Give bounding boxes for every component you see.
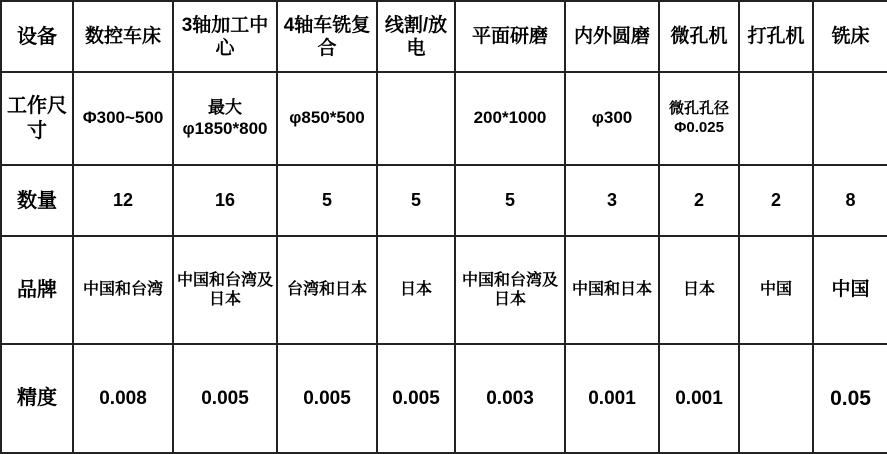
table-cell: 0.005 bbox=[277, 344, 377, 453]
table-cell: 5 bbox=[455, 165, 565, 236]
table-cell: 0.001 bbox=[659, 344, 739, 453]
table-cell: 0.003 bbox=[455, 344, 565, 453]
column-header-2: 3轴加工中心 bbox=[173, 1, 277, 72]
table-cell: 0.005 bbox=[173, 344, 277, 453]
table-cell: 日本 bbox=[377, 236, 455, 343]
table-cell: 5 bbox=[277, 165, 377, 236]
table-header-row bbox=[1, 1, 887, 72]
table-cell: 最大φ1850*800 bbox=[173, 72, 277, 165]
table-cell: 0.05 bbox=[813, 344, 887, 453]
table-cell: 2 bbox=[659, 165, 739, 236]
table-cell: 中国 bbox=[813, 236, 887, 343]
table-row-precision bbox=[1, 344, 887, 453]
table-cell: 12 bbox=[73, 165, 173, 236]
table-cell: 5 bbox=[377, 165, 455, 236]
table-cell: 中国 bbox=[739, 236, 813, 343]
column-header-1: 数控车床 bbox=[73, 1, 173, 72]
row-label-work-size: 工作尺寸 bbox=[1, 72, 73, 165]
table-cell bbox=[739, 72, 813, 165]
column-header-8: 打孔机 bbox=[739, 1, 813, 72]
table-cell: 3 bbox=[565, 165, 659, 236]
table-cell: 中国和台湾及日本 bbox=[455, 236, 565, 343]
row-label-brand: 品牌 bbox=[1, 236, 73, 343]
table-cell: 0.005 bbox=[377, 344, 455, 453]
row-label-precision: 精度 bbox=[1, 344, 73, 453]
table-cell bbox=[377, 72, 455, 165]
table-cell: 微孔孔径Φ0.025 bbox=[659, 72, 739, 165]
table-cell bbox=[813, 72, 887, 165]
table-cell: φ300 bbox=[565, 72, 659, 165]
row-label-quantity: 数量 bbox=[1, 165, 73, 236]
table-cell: 16 bbox=[173, 165, 277, 236]
table-cell: 中国和日本 bbox=[565, 236, 659, 343]
table-cell bbox=[739, 344, 813, 453]
table-cell: 0.008 bbox=[73, 344, 173, 453]
table-cell: 中国和台湾及日本 bbox=[173, 236, 277, 343]
table-cell: 0.001 bbox=[565, 344, 659, 453]
column-header-0: 设备 bbox=[1, 1, 73, 72]
column-header-5: 平面研磨 bbox=[455, 1, 565, 72]
table-cell: Φ300~500 bbox=[73, 72, 173, 165]
column-header-9: 铣床 bbox=[813, 1, 887, 72]
table-row-work-size bbox=[1, 72, 887, 165]
table-cell: 200*1000 bbox=[455, 72, 565, 165]
column-header-6: 内外圆磨 bbox=[565, 1, 659, 72]
table-cell: 2 bbox=[739, 165, 813, 236]
table-row-quantity bbox=[1, 165, 887, 236]
table-cell: φ850*500 bbox=[277, 72, 377, 165]
column-header-4: 线割/放电 bbox=[377, 1, 455, 72]
table-cell: 台湾和日本 bbox=[277, 236, 377, 343]
table-cell: 8 bbox=[813, 165, 887, 236]
table-cell: 中国和台湾 bbox=[73, 236, 173, 343]
column-header-3: 4轴车铣复合 bbox=[277, 1, 377, 72]
column-header-7: 微孔机 bbox=[659, 1, 739, 72]
table-row-brand bbox=[1, 236, 887, 343]
table-cell: 日本 bbox=[659, 236, 739, 343]
